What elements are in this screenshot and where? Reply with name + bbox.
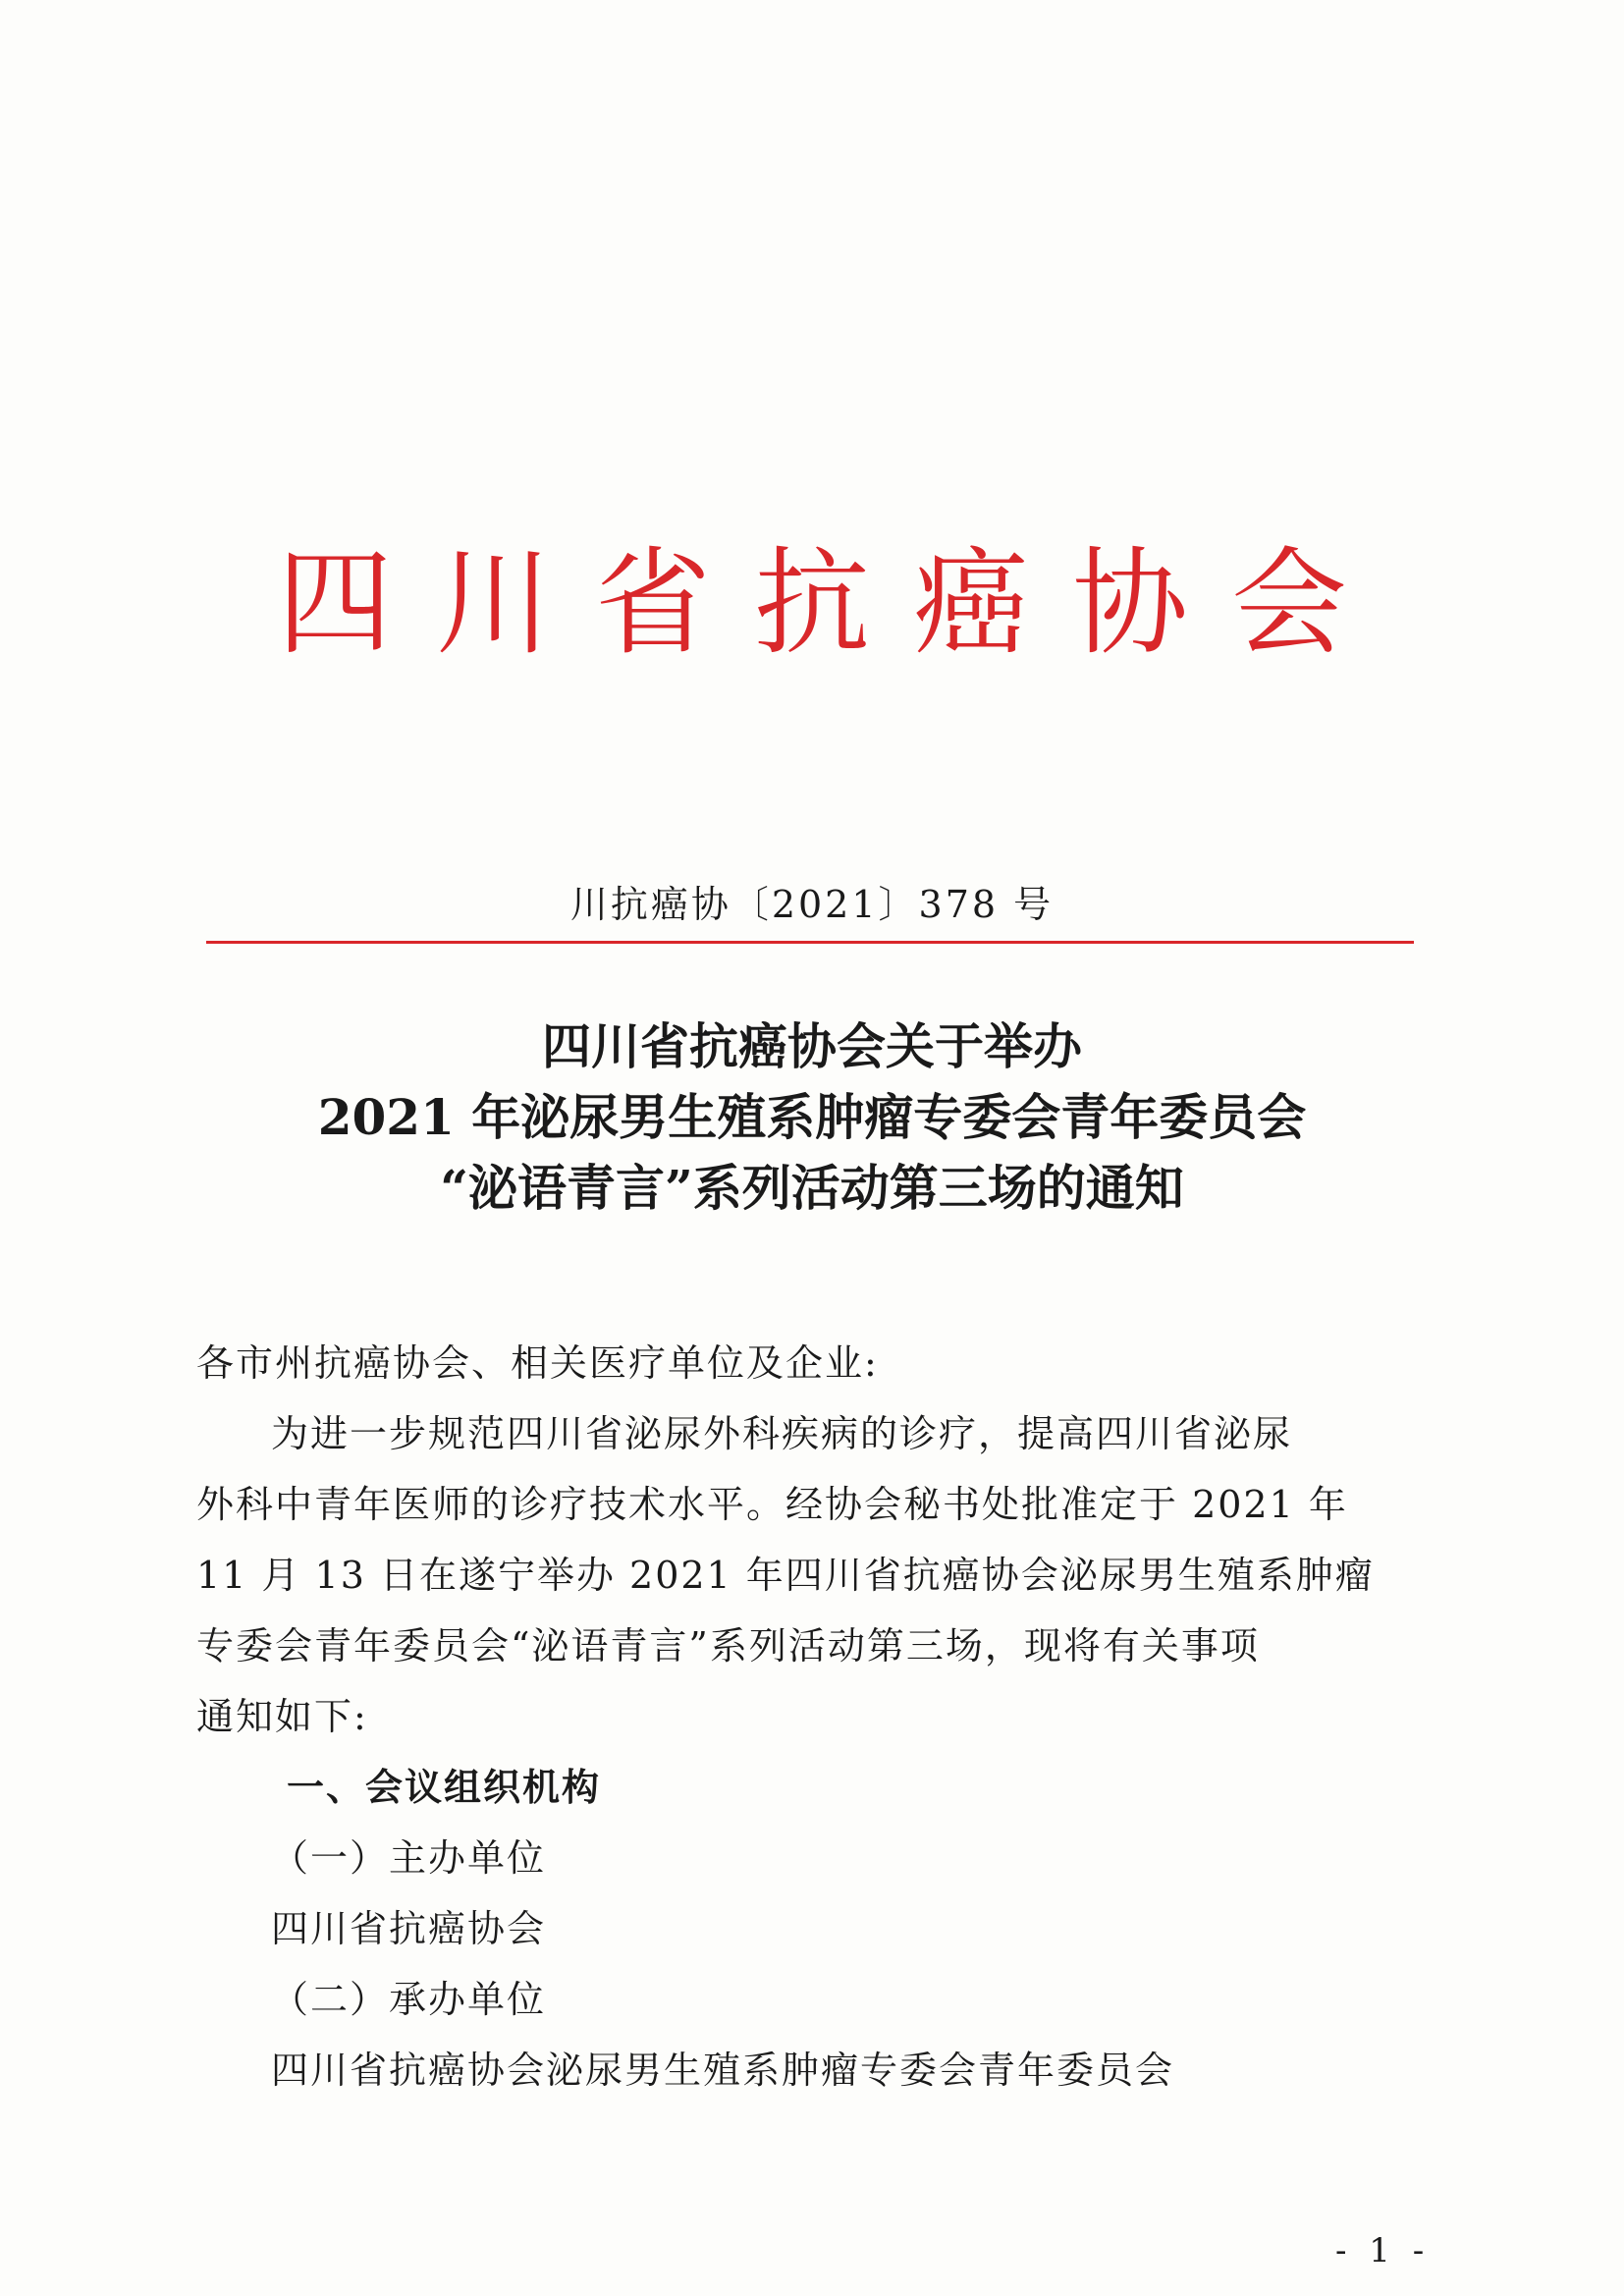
subsection-heading: （一）主办单位 xyxy=(271,1836,547,1880)
body-paragraph-line: 专委会青年委员会“泌语青言”系列活动第三场，现将有关事项 xyxy=(196,1624,1260,1667)
notice-title xyxy=(0,1011,1624,1224)
body-paragraph-line: 外科中青年医师的诊疗技术水平。经协会秘书处批准定于 2021 年 xyxy=(196,1483,1348,1526)
subsection-content: 四川省抗癌协会泌尿男生殖系肿瘤专委会青年委员会 xyxy=(271,2049,1175,2092)
subsection-heading: （二）承办单位 xyxy=(271,1978,547,2021)
document-number: 川抗癌协〔2021〕378 号 xyxy=(569,883,1055,926)
notice-title-line-3: “泌语青言”系列活动第三场的通知 xyxy=(440,1159,1184,1217)
body-paragraph-line: 通知如下: xyxy=(196,1695,368,1738)
section-heading: 一、会议组织机构 xyxy=(287,1766,602,1809)
subsection-content: 四川省抗癌协会 xyxy=(271,1907,547,1950)
body-paragraph-line: 11 月 13 日在遂宁举办 2021 年四川省抗癌协会泌尿男生殖系肿瘤 xyxy=(196,1554,1375,1597)
body-paragraph-line: 为进一步规范四川省泌尿外科疾病的诊疗，提高四川省泌尿 xyxy=(271,1412,1293,1455)
organization-letterhead: 四川省抗癌协会 xyxy=(276,535,1390,671)
notice-title-line-1: 四川省抗癌协会关于举办 xyxy=(542,1017,1082,1075)
page-number: - 1 - xyxy=(1335,2231,1431,2270)
notice-body xyxy=(196,1328,1438,2105)
red-divider-line xyxy=(206,941,1414,944)
notice-title-line-2: 2021 年泌尿男生殖系肿瘤专委会青年委员会 xyxy=(317,1088,1307,1146)
salutation: 各市州抗癌协会、相关医疗单位及企业: xyxy=(196,1341,879,1385)
